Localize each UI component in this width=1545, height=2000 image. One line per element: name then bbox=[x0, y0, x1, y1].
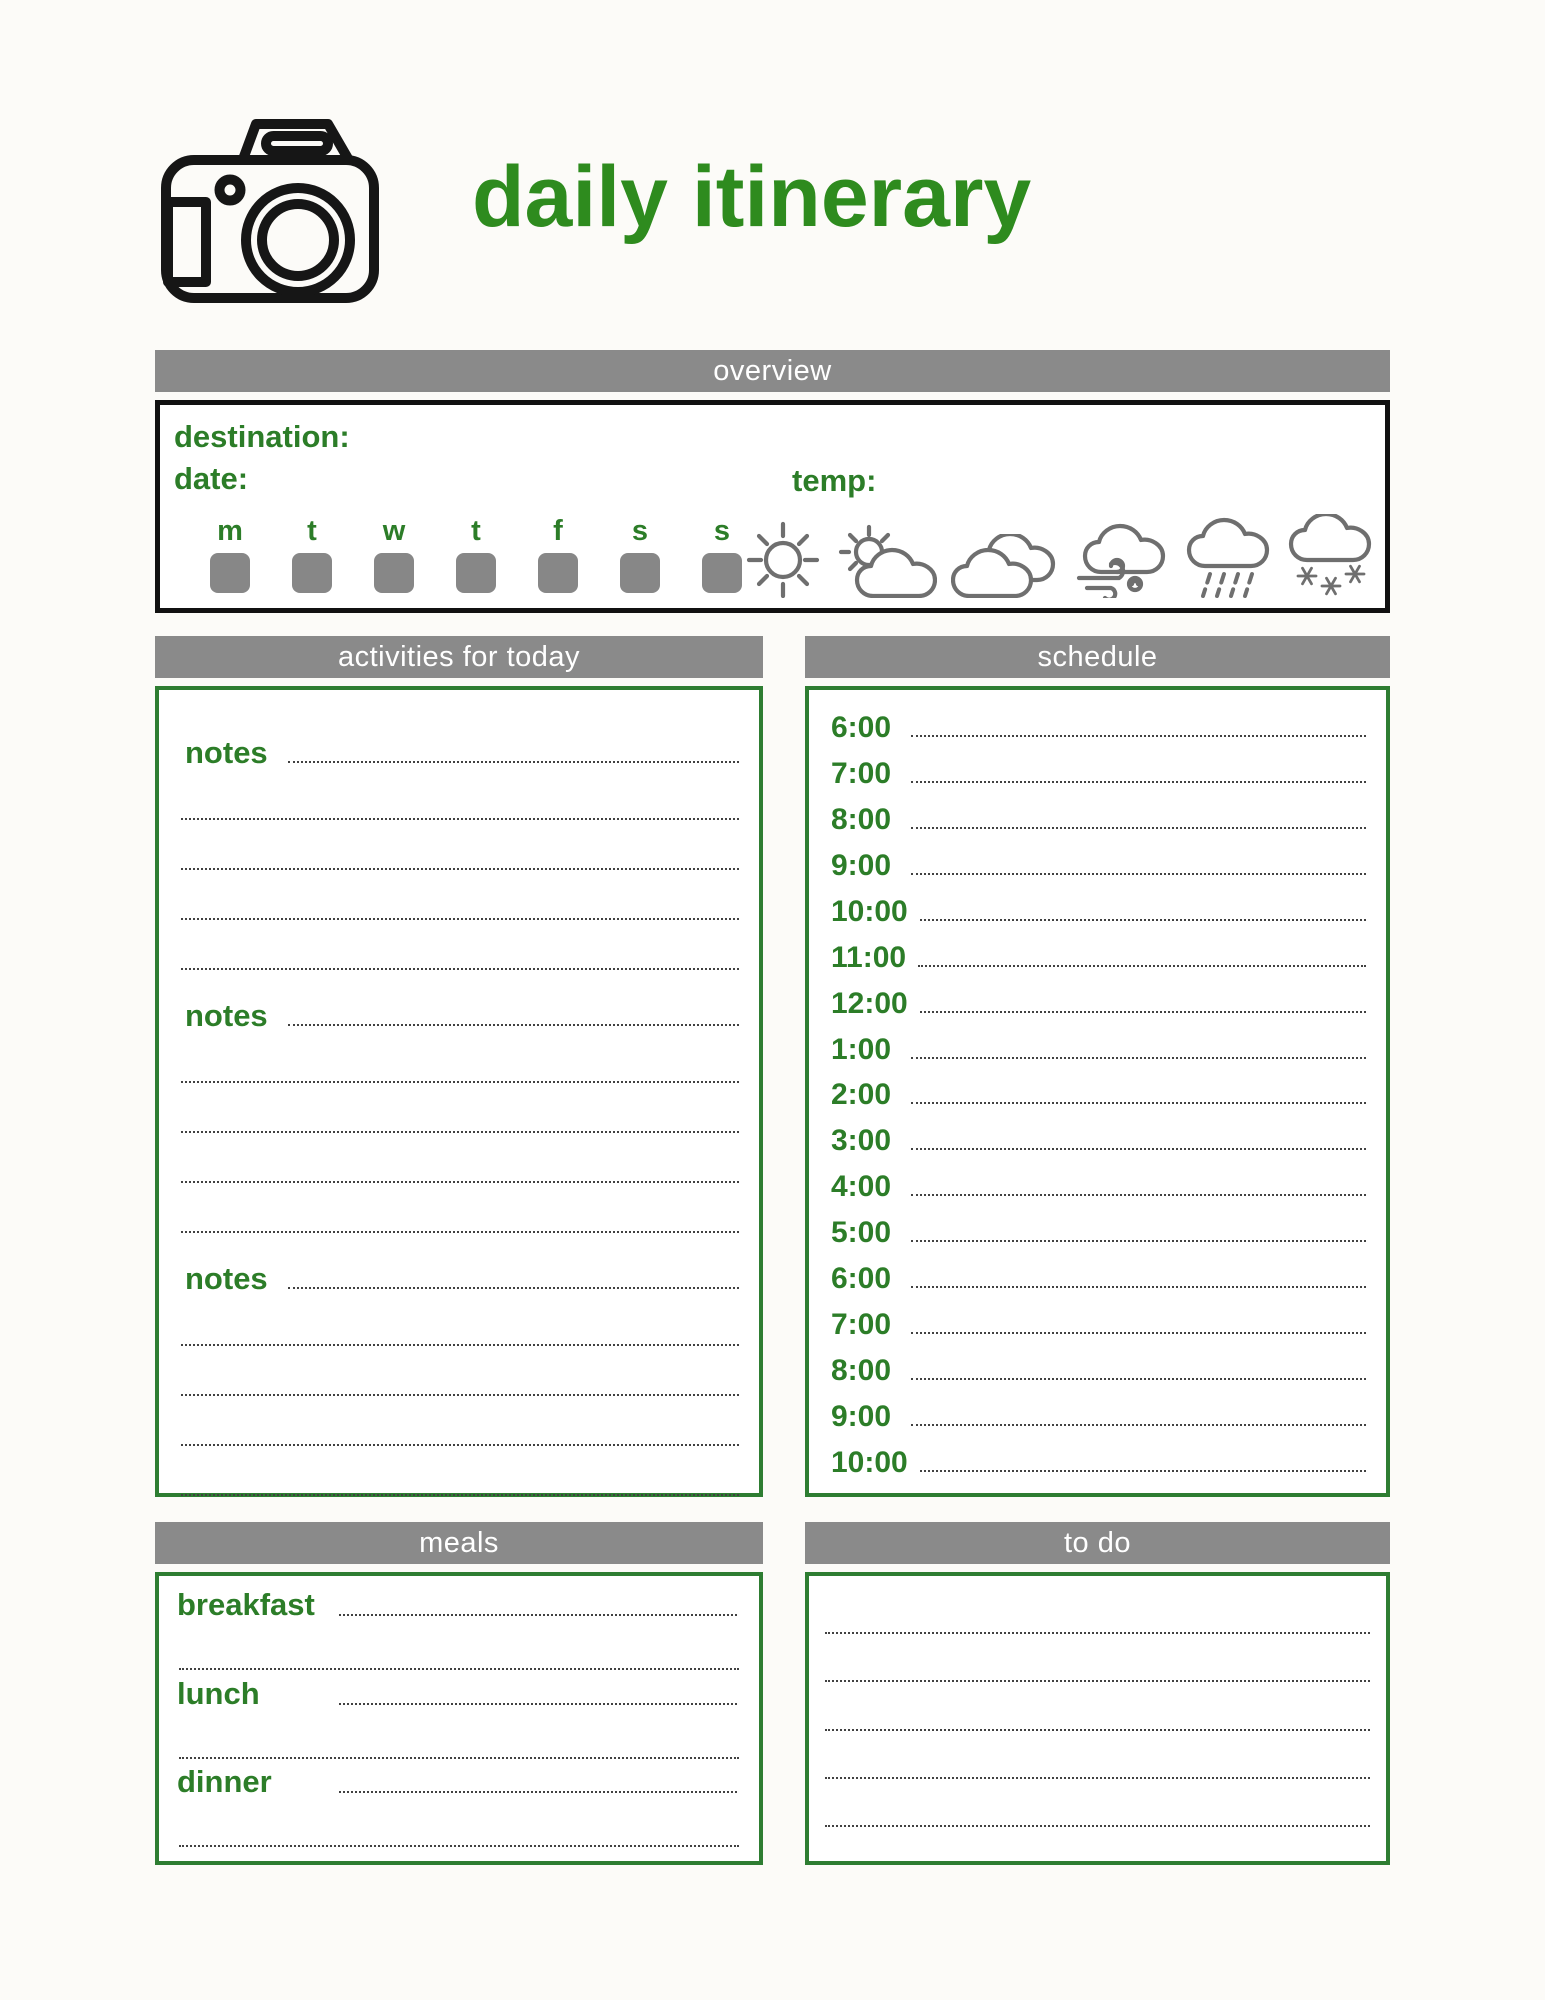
weather-icons-row bbox=[743, 514, 1375, 598]
day-checkbox bbox=[538, 553, 578, 593]
destination-label: destination: bbox=[174, 419, 350, 454]
write-in-line bbox=[181, 1183, 739, 1233]
notes-block bbox=[177, 1236, 743, 1496]
time-label: 6:00 bbox=[831, 710, 892, 744]
write-in-line bbox=[920, 919, 1366, 921]
camera-icon bbox=[158, 112, 388, 337]
schedule-row bbox=[831, 1163, 1368, 1209]
time-label: 11:00 bbox=[831, 940, 907, 974]
time-label: 8:00 bbox=[831, 1354, 892, 1388]
time-label: 9:00 bbox=[831, 848, 892, 882]
time-label: 2:00 bbox=[831, 1078, 892, 1112]
lunch-label: lunch bbox=[177, 1675, 260, 1711]
write-in-line bbox=[911, 1240, 1366, 1242]
day-tuesday bbox=[290, 513, 334, 593]
days-of-week-row bbox=[208, 513, 744, 593]
write-in-line bbox=[339, 1791, 737, 1793]
write-in-line bbox=[179, 1714, 739, 1759]
day-letter: f bbox=[553, 515, 563, 547]
write-in-line bbox=[181, 1346, 739, 1396]
todo-box bbox=[805, 1572, 1390, 1865]
write-in-line bbox=[179, 1625, 739, 1670]
overview-header: overview bbox=[155, 350, 1390, 392]
schedule-row bbox=[831, 750, 1368, 796]
write-in-line bbox=[911, 1102, 1366, 1104]
write-in-line bbox=[911, 1424, 1366, 1426]
write-in-line bbox=[918, 965, 1366, 967]
notes-heading-row bbox=[177, 710, 743, 770]
time-label: 5:00 bbox=[831, 1216, 892, 1250]
temp-label: temp: bbox=[792, 463, 877, 498]
time-label: 7:00 bbox=[831, 1308, 892, 1342]
write-in-line bbox=[911, 1332, 1366, 1334]
day-checkbox bbox=[210, 553, 250, 593]
write-in-line bbox=[911, 827, 1366, 829]
breakfast-label: breakfast bbox=[177, 1587, 315, 1623]
schedule-row bbox=[831, 888, 1368, 934]
day-letter: w bbox=[382, 515, 406, 547]
write-in-line bbox=[825, 1779, 1370, 1827]
write-in-line bbox=[181, 1396, 739, 1446]
time-label: 12:00 bbox=[831, 986, 908, 1020]
notes-heading-row bbox=[177, 973, 743, 1033]
schedule-row bbox=[831, 980, 1368, 1026]
notes-heading-row bbox=[177, 1236, 743, 1296]
notes-label: notes bbox=[185, 1261, 268, 1296]
activities-box bbox=[155, 686, 763, 1497]
rainy-icon bbox=[1185, 516, 1273, 598]
write-in-line bbox=[825, 1731, 1370, 1779]
schedule-row bbox=[831, 934, 1368, 980]
write-in-line bbox=[825, 1682, 1370, 1730]
time-label: 10:00 bbox=[831, 1445, 908, 1479]
schedule-row bbox=[831, 1026, 1368, 1072]
notes-block bbox=[177, 973, 743, 1233]
windy-icon bbox=[1071, 522, 1171, 598]
time-label: 6:00 bbox=[831, 1262, 892, 1296]
write-in-line bbox=[181, 770, 739, 820]
day-letter: m bbox=[217, 515, 243, 547]
time-label: 10:00 bbox=[831, 894, 908, 928]
meal-heading-row bbox=[177, 1582, 741, 1625]
write-in-line bbox=[181, 920, 739, 970]
write-in-line bbox=[181, 870, 739, 920]
schedule-row bbox=[831, 1117, 1368, 1163]
page-title: daily itinerary bbox=[472, 149, 1032, 245]
schedule-row bbox=[831, 1439, 1368, 1485]
write-in-line bbox=[181, 1083, 739, 1133]
schedule-box bbox=[805, 686, 1390, 1497]
schedule-row bbox=[831, 1301, 1368, 1347]
write-in-line bbox=[179, 1802, 739, 1847]
write-in-line bbox=[181, 1296, 739, 1346]
schedule-header: schedule bbox=[805, 636, 1390, 678]
meal-group-lunch bbox=[177, 1670, 741, 1758]
write-in-line bbox=[911, 1057, 1366, 1059]
write-in-line bbox=[288, 1024, 739, 1026]
sun-icon bbox=[743, 518, 823, 598]
day-checkbox bbox=[374, 553, 414, 593]
day-saturday bbox=[618, 513, 662, 593]
write-in-line bbox=[825, 1586, 1370, 1634]
meals-box bbox=[155, 1572, 763, 1865]
day-checkbox bbox=[292, 553, 332, 593]
write-in-line bbox=[911, 1194, 1366, 1196]
meal-heading-row bbox=[177, 1759, 741, 1802]
overview-box bbox=[155, 400, 1390, 613]
day-checkbox bbox=[456, 553, 496, 593]
dinner-label: dinner bbox=[177, 1763, 272, 1799]
date-label: date: bbox=[174, 461, 249, 496]
day-letter: s bbox=[713, 515, 731, 547]
time-label: 1:00 bbox=[831, 1032, 892, 1066]
schedule-row bbox=[831, 796, 1368, 842]
schedule-row bbox=[831, 1347, 1368, 1393]
day-letter: s bbox=[631, 515, 649, 547]
day-checkbox bbox=[620, 553, 660, 593]
write-in-line bbox=[911, 873, 1366, 875]
snowy-icon bbox=[1287, 514, 1375, 598]
meal-group-breakfast bbox=[177, 1582, 741, 1670]
write-in-line bbox=[339, 1703, 737, 1705]
write-in-line bbox=[825, 1634, 1370, 1682]
day-friday bbox=[536, 513, 580, 593]
write-in-line bbox=[288, 1287, 739, 1289]
time-label: 8:00 bbox=[831, 802, 892, 836]
day-letter: t bbox=[471, 515, 481, 547]
time-label: 4:00 bbox=[831, 1170, 892, 1204]
write-in-line bbox=[920, 1011, 1366, 1013]
todo-header: to do bbox=[805, 1522, 1390, 1564]
schedule-row bbox=[831, 1209, 1368, 1255]
write-in-line bbox=[181, 1133, 739, 1183]
write-in-line bbox=[181, 1446, 739, 1496]
schedule-row bbox=[831, 704, 1368, 750]
partly-cloudy-icon bbox=[837, 522, 937, 598]
day-checkbox bbox=[702, 553, 742, 593]
meal-heading-row bbox=[177, 1670, 741, 1713]
write-in-line bbox=[181, 820, 739, 870]
day-sunday bbox=[700, 513, 744, 593]
day-monday bbox=[208, 513, 252, 593]
schedule-row bbox=[831, 1072, 1368, 1118]
cloudy-icon bbox=[951, 534, 1057, 598]
meal-group-dinner bbox=[177, 1759, 741, 1847]
notes-label: notes bbox=[185, 998, 268, 1033]
schedule-row bbox=[831, 1255, 1368, 1301]
time-label: 3:00 bbox=[831, 1124, 892, 1158]
schedule-row bbox=[831, 1393, 1368, 1439]
write-in-line bbox=[911, 1378, 1366, 1380]
write-in-line bbox=[288, 761, 739, 763]
write-in-line bbox=[920, 1470, 1366, 1472]
write-in-line bbox=[911, 1148, 1366, 1150]
time-label: 7:00 bbox=[831, 756, 892, 790]
write-in-line bbox=[181, 1033, 739, 1083]
schedule-row bbox=[831, 842, 1368, 888]
meals-header: meals bbox=[155, 1522, 763, 1564]
time-label: 9:00 bbox=[831, 1400, 892, 1433]
day-letter: t bbox=[307, 515, 317, 547]
write-in-line bbox=[911, 1286, 1366, 1288]
day-wednesday bbox=[372, 513, 416, 593]
write-in-line bbox=[911, 735, 1366, 737]
notes-block bbox=[177, 710, 743, 970]
day-thursday bbox=[454, 513, 498, 593]
write-in-line bbox=[339, 1614, 737, 1616]
write-in-line bbox=[911, 781, 1366, 783]
activities-header: activities for today bbox=[155, 636, 763, 678]
notes-label: notes bbox=[185, 735, 268, 770]
